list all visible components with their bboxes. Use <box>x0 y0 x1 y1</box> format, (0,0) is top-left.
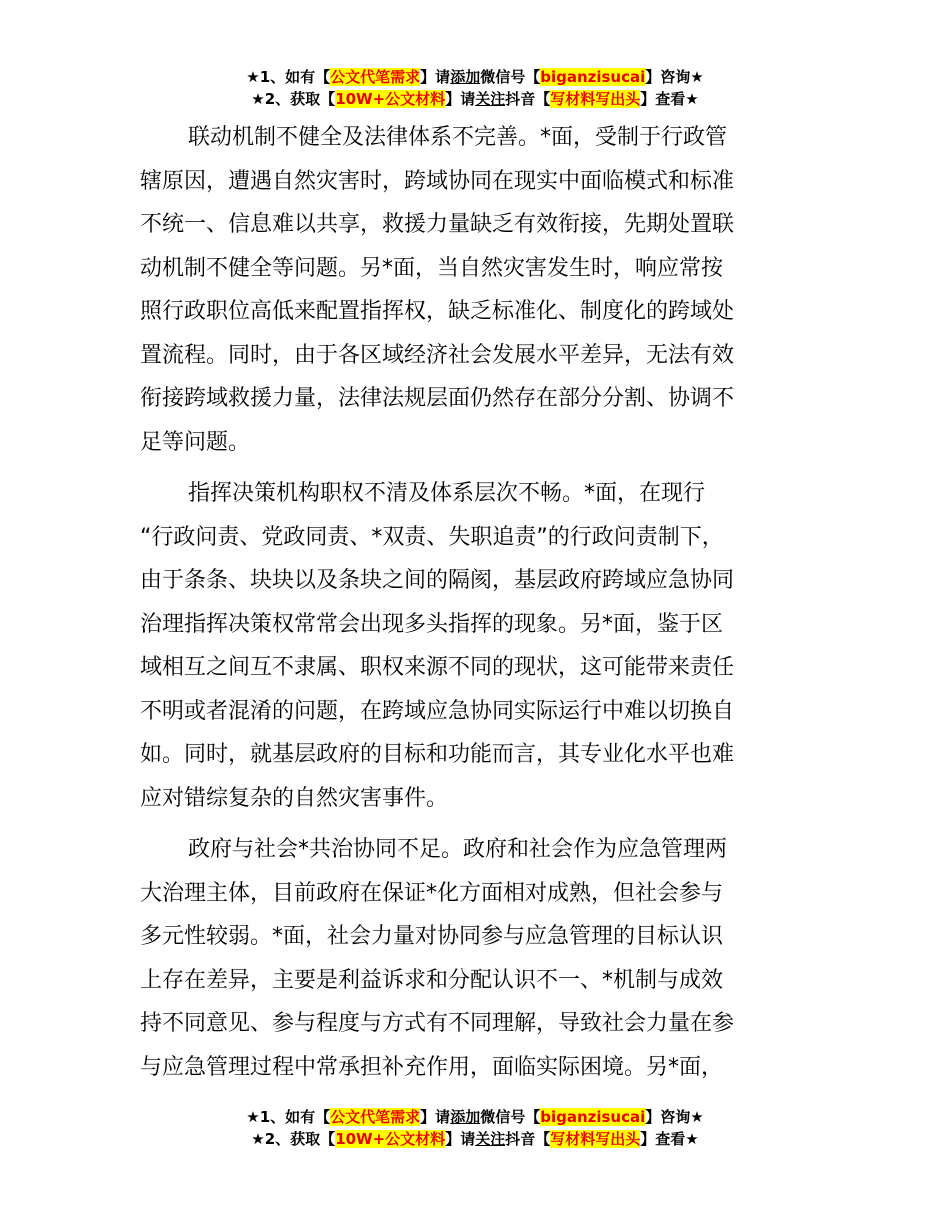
text-line: 治理指挥决策权常常会出现多头指挥的现象。另*面，鉴于区 <box>140 611 724 637</box>
banner-line-1: ★1、如有【公文代笔需求】请添加微信号【biganzisucai】咨询★ <box>246 68 704 86</box>
document-body <box>140 116 830 1097</box>
text-line: 不明或者混淆的问题，在跨域应急协同实际运行中难以切换自 <box>140 698 735 724</box>
highlight-materials: 10W+公文材料 <box>335 90 446 108</box>
highlight-wechat-id: biganzisucai <box>540 1108 646 1126</box>
highlight-douyin: 写材料写出头 <box>550 1130 641 1148</box>
text-line: 置流程。同时，由于各区域经济社会发展水平差异，无法有效 <box>140 342 735 368</box>
footer-banner <box>0 1106 950 1150</box>
text-line: 联动机制不健全及法律体系不完善。*面，受制于行政管 <box>188 125 728 150</box>
text-line: 由于条条、块块以及条块之间的隔阂，基层政府跨域应急协同 <box>140 568 735 593</box>
paragraph <box>140 828 830 1089</box>
highlight-wechat-id: biganzisucai <box>540 68 646 86</box>
text-line: 多元性较弱。*面，社会力量对协同参与应急管理的目标认识 <box>140 924 724 949</box>
banner-line-2: ★2、获取【10W+公文材料】请关注抖音【写材料写出头】查看★ <box>251 90 699 108</box>
text-line: 不统一、信息难以共享，救援力量缺乏有效衔接，先期处置联 <box>140 212 735 237</box>
text-line: 域相互之间互不隶属、职权来源不同的现状，这可能带来责任 <box>140 655 735 680</box>
text-line: 如。同时，就基层政府的目标和功能而言，其专业化水平也难 <box>140 742 735 767</box>
paragraph <box>140 472 830 820</box>
highlight-douyin: 写材料写出头 <box>550 90 641 108</box>
highlight-materials: 10W+公文材料 <box>335 1130 446 1148</box>
header-banner <box>0 66 950 110</box>
text-line: 动机制不健全等问题。另*面，当自然灾害发生时，响应常按 <box>140 255 724 281</box>
text-line: 政府与社会*共治协同不足。政府和社会作为应急管理两 <box>188 837 728 862</box>
text-line: “行政问责、党政同责、*双责、失职追责”的行政问责制下， <box>140 524 724 550</box>
banner-line-1: ★1、如有【公文代笔需求】请添加微信号【biganzisucai】咨询★ <box>246 1108 704 1126</box>
paragraph <box>140 116 830 464</box>
text-line: 持不同意见、参与程度与方式有不同理解，导致社会力量在参 <box>140 1011 735 1036</box>
text-line: 上存在差异，主要是利益诉求和分配认识不一、*机制与成效 <box>140 967 724 993</box>
text-line: 照行政职位高低来配置指挥权，缺乏标准化、制度化的跨域处 <box>140 299 735 324</box>
text-line: 应对错综复杂的自然灾害事件。 <box>140 785 449 811</box>
text-line: 指挥决策机构职权不清及体系层次不畅。*面，在现行 <box>188 481 706 506</box>
banner-line-2: ★2、获取【10W+公文材料】请关注抖音【写材料写出头】查看★ <box>251 1130 699 1148</box>
highlight-service: 公文代笔需求 <box>330 68 421 86</box>
text-line: 足等问题。 <box>140 429 251 455</box>
text-line: 辖原因，遭遇自然灾害时，跨域协同在现实中面临模式和标准 <box>140 168 735 194</box>
text-line: 大治理主体，目前政府在保证*化方面相对成熟，但社会参与 <box>140 880 724 906</box>
text-line: 与应急管理过程中常承担补充作用，面临实际困境。另*面， <box>140 1054 724 1080</box>
text-line: 衔接跨域救援力量，法律法规层面仍然存在部分分割、协调不 <box>140 386 735 411</box>
highlight-service: 公文代笔需求 <box>330 1108 421 1126</box>
